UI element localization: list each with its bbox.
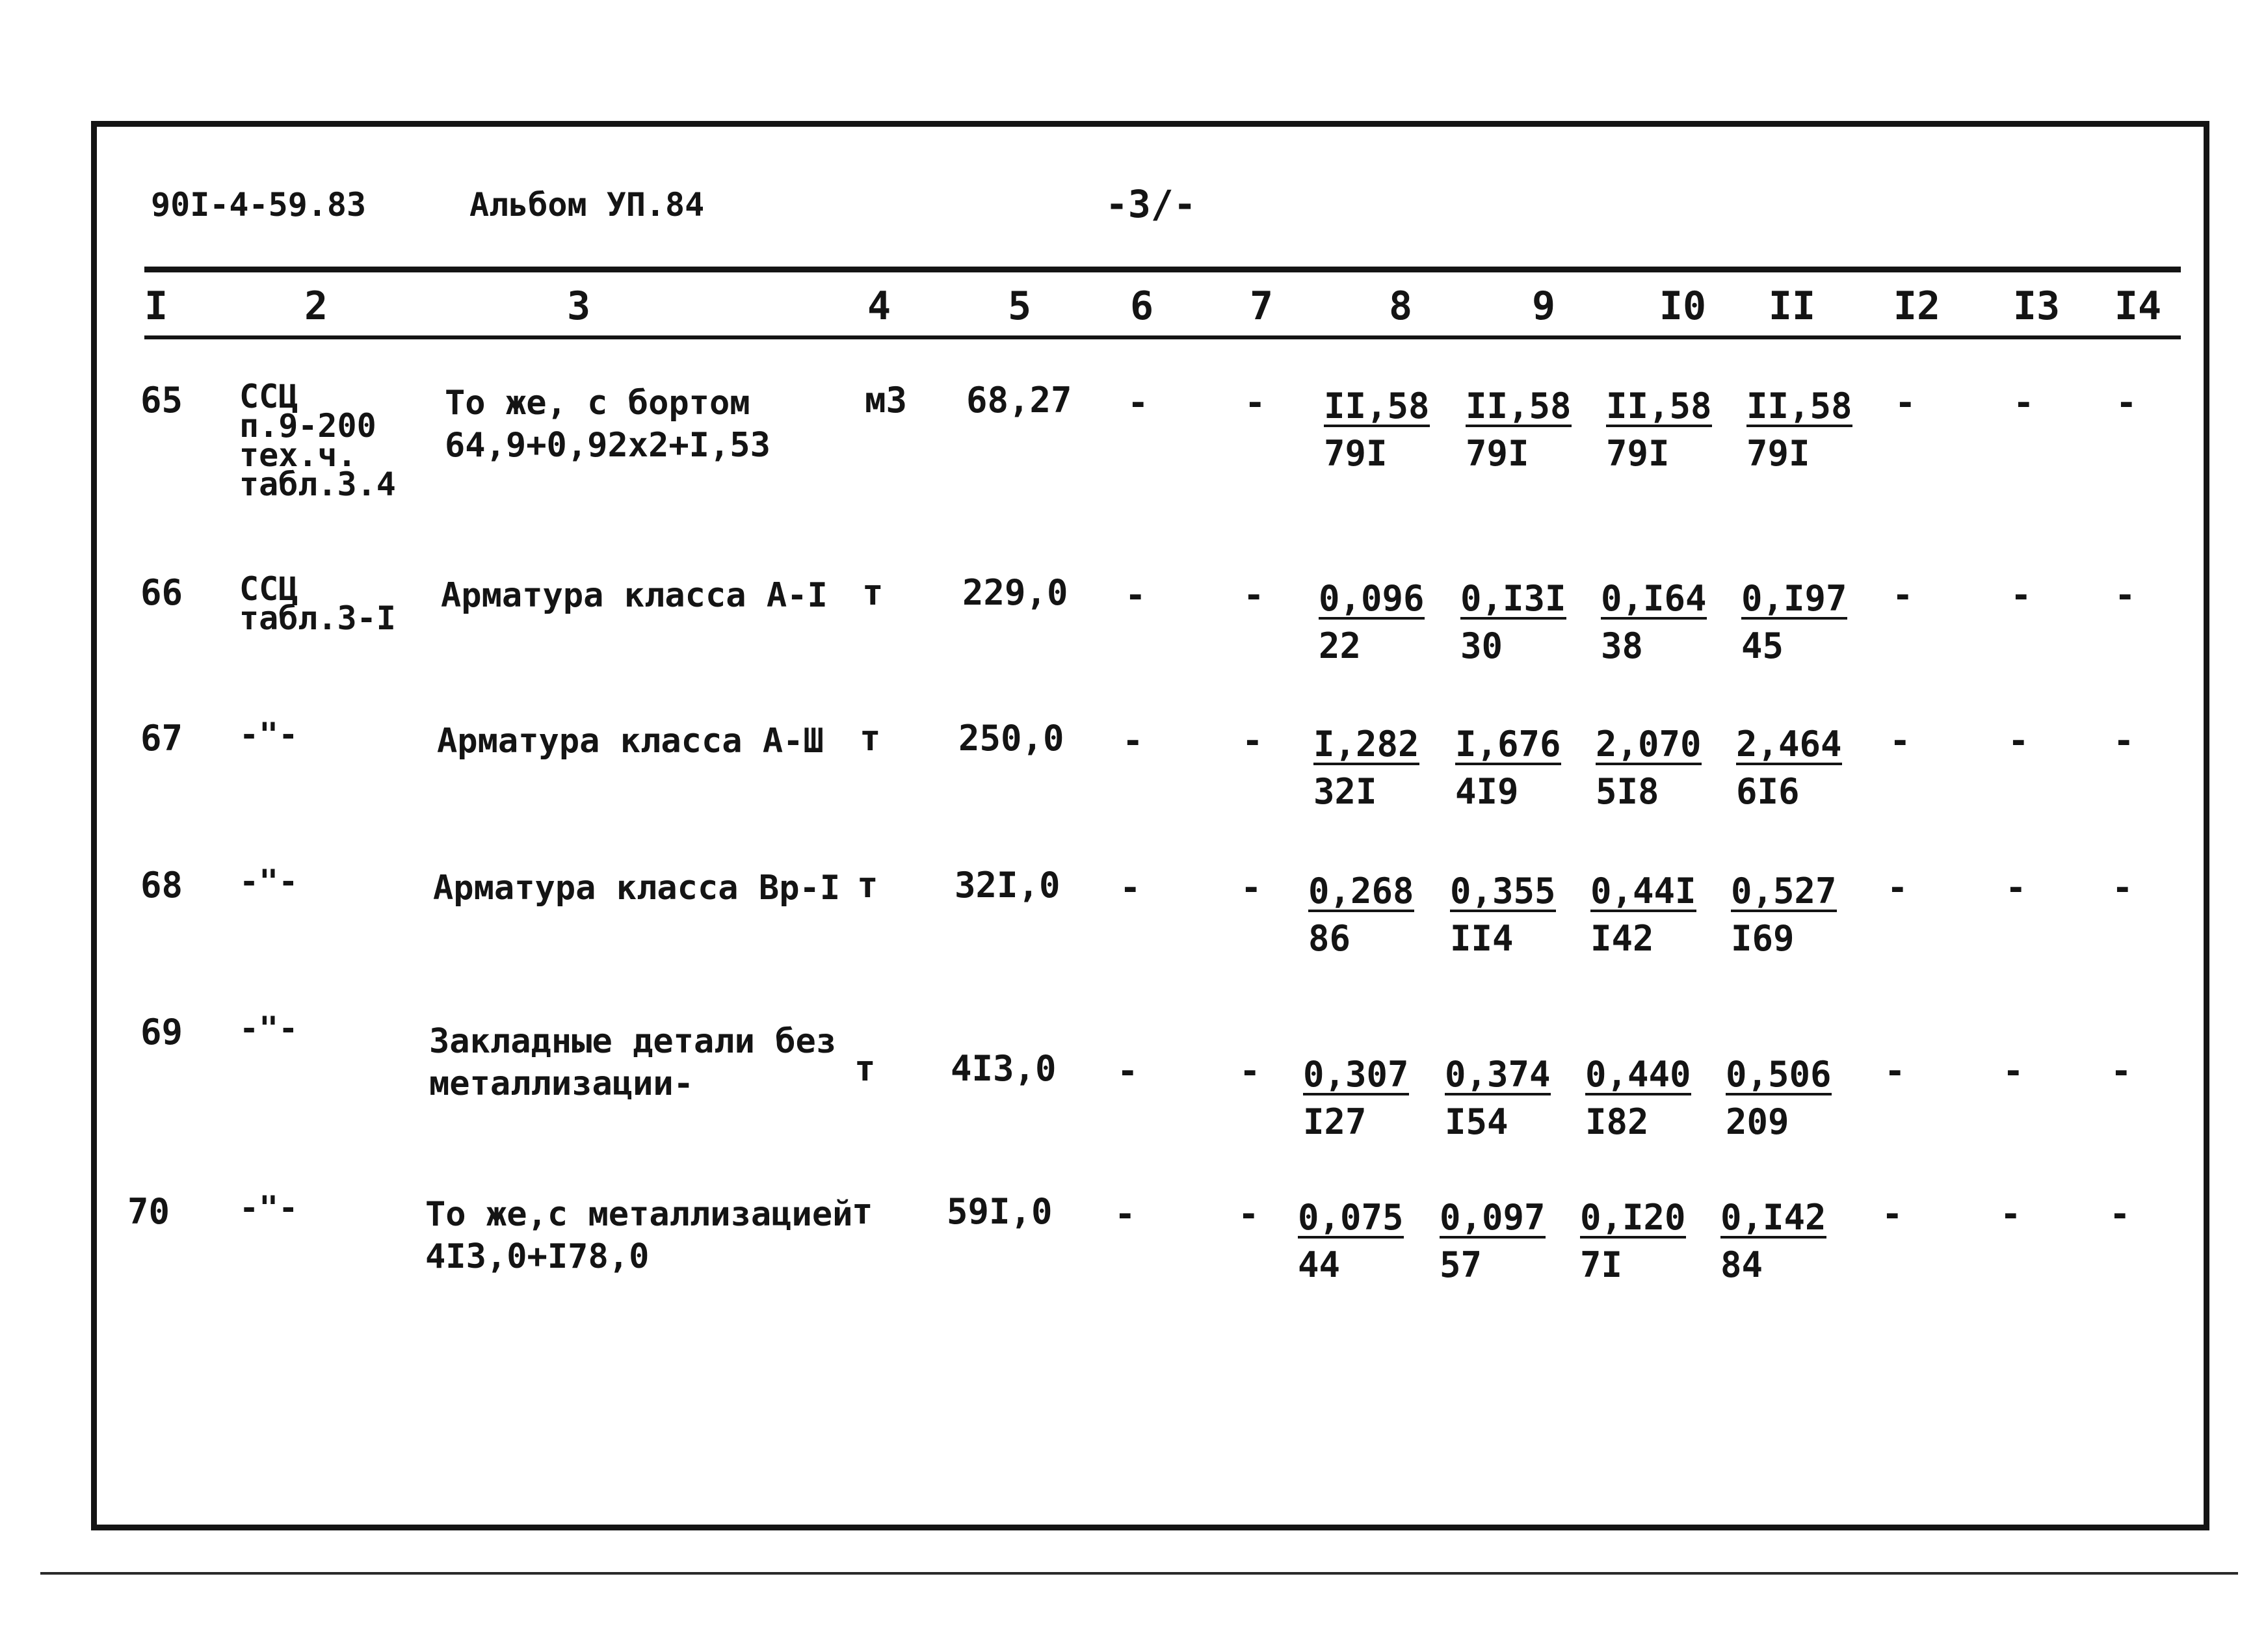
quantity-value: 0,527 [1731, 871, 1837, 911]
cost-value: 45 [1741, 625, 1784, 667]
quantity-value: 0,374 [1445, 1054, 1551, 1095]
cost-value: I27 [1303, 1101, 1367, 1143]
description-line: Закладные детали без [429, 1022, 837, 1061]
quantity-value: I,676 [1455, 724, 1561, 765]
column-14-value: - [2111, 1051, 2132, 1092]
cost-value: I54 [1445, 1101, 1508, 1143]
value-fraction [1324, 382, 1430, 478]
cost-value: 5I8 [1596, 771, 1659, 813]
quantity-value: 0,I42 [1720, 1197, 1826, 1238]
quantity-value: 2,070 [1596, 724, 1702, 765]
cost-value: 79I [1324, 433, 1388, 475]
cost-value: 4I9 [1455, 771, 1519, 813]
price-cell: 4I3,0 [951, 1048, 1057, 1089]
document-code: 90I-4-59.83 [151, 186, 367, 224]
unit-cell: м3 [865, 380, 908, 421]
source-reference [239, 1189, 298, 1227]
description-line: То же,с металлизацией [425, 1195, 853, 1234]
column-7-value: - [1243, 575, 1265, 616]
quantity-value: 0,44I [1590, 871, 1696, 911]
value-fraction [1741, 575, 1847, 670]
source-line: табл.3-I [239, 599, 396, 637]
value-fraction [1450, 867, 1556, 963]
column-number: I3 [2012, 283, 2061, 329]
value-fraction [1580, 1194, 1686, 1289]
column-number: 9 [1531, 283, 1556, 329]
quantity-value: 2,464 [1736, 724, 1842, 765]
cost-value: 6I6 [1736, 771, 1800, 813]
column-number: 7 [1249, 283, 1274, 329]
value-fraction [1460, 575, 1566, 670]
value-fraction [1455, 720, 1561, 816]
column-7-value: - [1238, 1194, 1259, 1235]
cost-value: 57 [1440, 1244, 1482, 1286]
work-description [441, 575, 828, 617]
column-14-value: - [2114, 575, 2136, 616]
cost-value: I42 [1590, 918, 1654, 960]
price-cell: 250,0 [958, 718, 1064, 759]
column-13-value: - [2003, 1051, 2024, 1092]
price-cell: 59I,0 [947, 1191, 1053, 1232]
column-number: 6 [1129, 283, 1154, 329]
value-fraction [1313, 720, 1419, 816]
value-fraction [1445, 1051, 1551, 1146]
description-line: 4I3,0+I78,0 [425, 1237, 650, 1276]
unit-cell: т [854, 1048, 876, 1089]
value-fraction [1596, 720, 1702, 816]
source-line: -"- [239, 863, 298, 900]
source-line: -"- [239, 1189, 298, 1227]
row-number: 70 [127, 1191, 170, 1232]
quantity-value: 0,I3I [1460, 578, 1566, 619]
row-number: 67 [140, 718, 183, 759]
column-number: 5 [1007, 283, 1032, 329]
value-fraction [1601, 575, 1707, 670]
source-line: табл.3.4 [239, 465, 396, 503]
description-line: То же, с бортом [445, 384, 750, 423]
column-7-value: - [1241, 867, 1262, 908]
column-7-value: - [1245, 382, 1266, 423]
value-fraction [1731, 867, 1837, 963]
work-description [437, 720, 824, 763]
quantity-value: II,58 [1466, 386, 1572, 426]
source-line: ССЦ [239, 570, 298, 608]
value-fraction [1466, 382, 1572, 478]
value-fraction [1726, 1051, 1832, 1146]
quantity-value: 0,I64 [1601, 578, 1707, 619]
column-12-value: - [1890, 720, 1911, 761]
column-number: I4 [2114, 283, 2162, 329]
description-line: 64,9+0,92х2+I,53 [445, 426, 771, 465]
column-12-value: - [1887, 867, 1908, 908]
column-13-value: - [2010, 575, 2032, 616]
source-line: -"- [239, 716, 298, 754]
quantity-value: 0,075 [1298, 1197, 1404, 1238]
quantity-value: II,58 [1746, 386, 1852, 426]
value-fraction [1585, 1051, 1691, 1146]
unit-cell: т [852, 1191, 873, 1232]
column-number: I0 [1659, 283, 1707, 329]
cost-value: 79I [1746, 433, 1810, 475]
quantity-value: 0,097 [1440, 1197, 1546, 1238]
source-line: ССЦ [239, 378, 298, 415]
value-fraction [1303, 1051, 1409, 1146]
cost-value: I69 [1731, 918, 1795, 960]
cost-value: I82 [1585, 1101, 1649, 1143]
source-reference [239, 716, 298, 754]
description-line: Арматура класса А-Ш [437, 722, 824, 761]
cost-value: 30 [1460, 625, 1503, 667]
quantity-value: 0,I20 [1580, 1197, 1686, 1238]
column-14-value: - [2113, 720, 2135, 761]
page-number: -3/- [1105, 182, 1196, 226]
row-number: 66 [140, 572, 183, 613]
work-description [425, 1194, 852, 1278]
page-frame [91, 121, 2209, 1530]
column-number: 8 [1388, 283, 1413, 329]
column-14-value: - [2116, 382, 2137, 423]
value-fraction [1298, 1194, 1404, 1289]
source-reference [239, 378, 396, 503]
column-6-value: - [1114, 1194, 1136, 1235]
header-bottom-rule [144, 335, 2181, 339]
unit-cell: т [857, 865, 878, 906]
cost-value: 38 [1601, 625, 1644, 667]
quantity-value: 0,440 [1585, 1054, 1691, 1095]
source-reference [239, 863, 298, 900]
column-number: I2 [1893, 283, 1941, 329]
unit-cell: т [862, 572, 884, 613]
header-top-rule [144, 267, 2181, 272]
cost-value: 44 [1298, 1244, 1341, 1286]
column-12-value: - [1882, 1194, 1903, 1235]
column-12-value: - [1892, 575, 1914, 616]
work-description [445, 382, 771, 467]
column-number: II [1768, 283, 1816, 329]
quantity-value: II,58 [1324, 386, 1430, 426]
value-fraction [1736, 720, 1842, 816]
quantity-value: 0,096 [1319, 578, 1425, 619]
source-reference [239, 1010, 298, 1047]
cost-value: 22 [1319, 625, 1362, 667]
work-description [433, 867, 840, 910]
value-fraction [1606, 382, 1712, 478]
value-fraction [1440, 1194, 1546, 1289]
row-number: 68 [140, 865, 183, 906]
cost-value: II4 [1450, 918, 1514, 960]
description-line: Арматура класса А-I [441, 576, 828, 615]
column-13-value: - [2005, 867, 2027, 908]
row-number: 69 [140, 1012, 183, 1053]
cost-value: 209 [1726, 1101, 1789, 1143]
source-reference [239, 570, 396, 637]
column-6-value: - [1122, 720, 1144, 761]
price-cell: 68,27 [966, 380, 1072, 421]
column-12-value: - [1884, 1051, 1906, 1092]
quantity-value: 0,268 [1308, 871, 1414, 911]
quantity-value: 0,I97 [1741, 578, 1847, 619]
cost-value: 84 [1720, 1244, 1763, 1286]
column-7-value: - [1242, 720, 1263, 761]
column-13-value: - [2000, 1194, 2022, 1235]
value-fraction [1720, 1194, 1826, 1289]
column-13-value: - [2013, 382, 2035, 423]
value-fraction [1590, 867, 1696, 963]
value-fraction [1308, 867, 1414, 963]
column-6-value: - [1117, 1051, 1139, 1092]
price-cell: 229,0 [962, 572, 1068, 613]
quantity-value: 0,355 [1450, 871, 1556, 911]
value-fraction [1319, 575, 1425, 670]
source-line: тех.ч. [239, 436, 357, 474]
unit-cell: т [860, 718, 881, 759]
value-fraction [1746, 382, 1852, 478]
description-line: металлизации- [429, 1064, 694, 1103]
cost-value: 86 [1308, 918, 1351, 960]
column-number: 2 [304, 283, 328, 329]
column-13-value: - [2008, 720, 2029, 761]
column-14-value: - [2112, 867, 2133, 908]
album-number: Альбом УП.84 [469, 186, 705, 224]
column-number: I [144, 283, 168, 329]
column-14-value: - [2109, 1194, 2131, 1235]
source-line: п.9-200 [239, 407, 376, 445]
quantity-value: II,58 [1606, 386, 1712, 426]
column-6-value: - [1125, 575, 1146, 616]
column-12-value: - [1895, 382, 1916, 423]
source-line: -"- [239, 1010, 298, 1047]
column-7-value: - [1239, 1051, 1261, 1092]
cost-value: 32I [1313, 771, 1377, 813]
column-6-value: - [1120, 867, 1141, 908]
quantity-value: I,282 [1313, 724, 1419, 765]
description-line: Арматура класса Вр-I [433, 869, 841, 908]
cost-value: 79I [1606, 433, 1670, 475]
cost-value: 79I [1466, 433, 1529, 475]
quantity-value: 0,307 [1303, 1054, 1409, 1095]
price-cell: 32I,0 [955, 865, 1061, 906]
bottom-rule [40, 1572, 2238, 1575]
column-number: 4 [867, 283, 891, 329]
column-6-value: - [1127, 382, 1149, 423]
column-number: 3 [566, 283, 591, 329]
cost-value: 7I [1580, 1244, 1623, 1286]
row-number: 65 [140, 380, 183, 421]
quantity-value: 0,506 [1726, 1054, 1832, 1095]
work-description [429, 1021, 836, 1105]
